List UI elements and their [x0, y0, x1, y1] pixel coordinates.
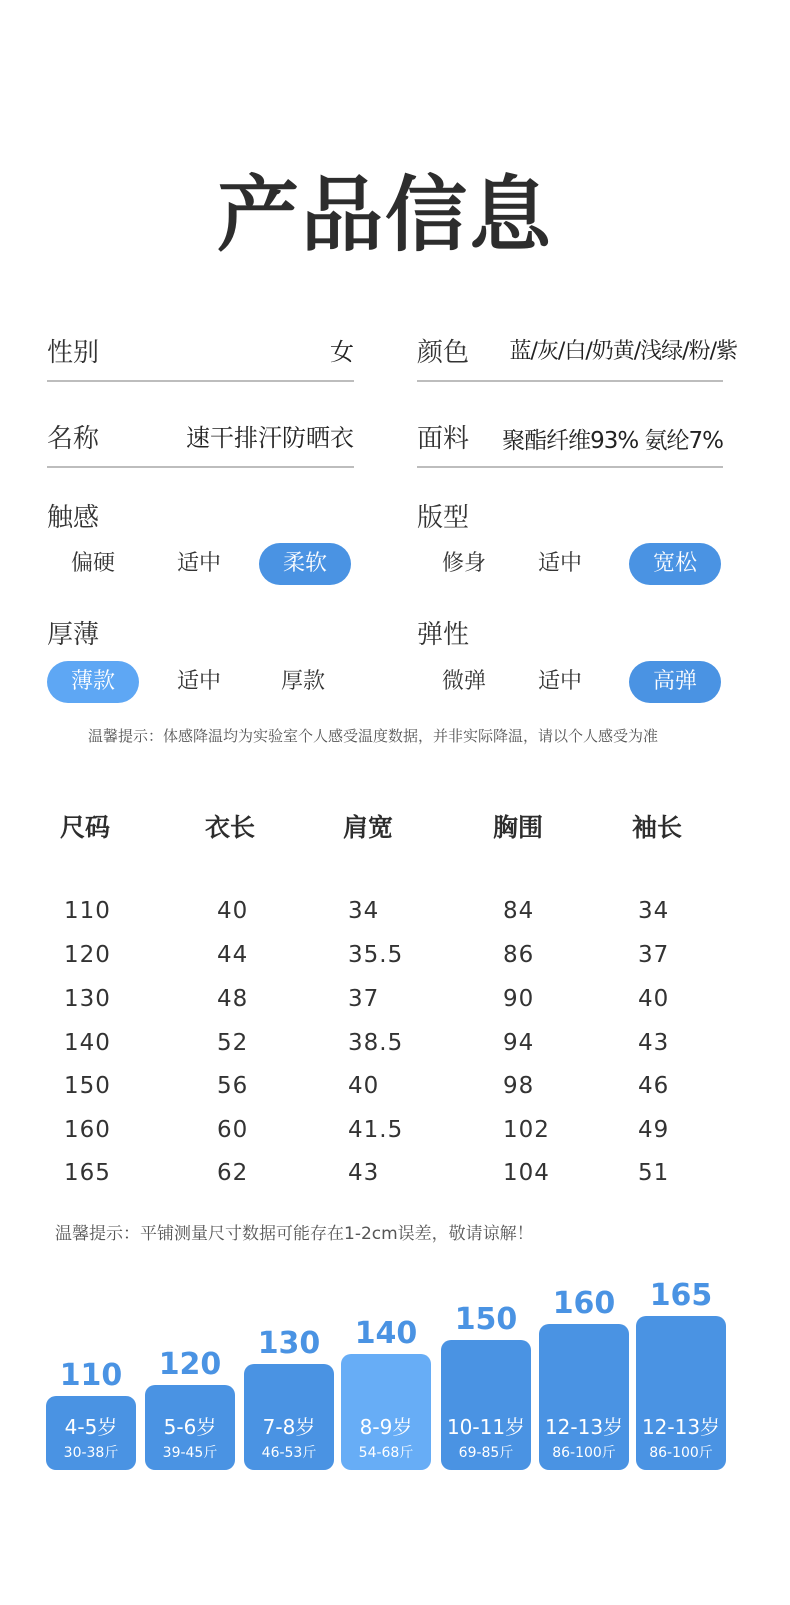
table-cell: 43	[348, 1160, 380, 1186]
size-guide-weight: 86-100斤	[649, 1445, 713, 1461]
size-guide-weight: 39-45斤	[162, 1445, 218, 1461]
size-guide-weight: 54-68斤	[358, 1445, 414, 1461]
size-guide-label: 165	[649, 1278, 713, 1313]
table-cell: 62	[217, 1160, 249, 1186]
table-cell: 84	[503, 898, 535, 924]
table-cell: 34	[638, 898, 670, 924]
elasticity-option-high-selected: 高弹	[629, 661, 721, 703]
table-cell: 104	[503, 1160, 550, 1186]
size-guide-bar	[636, 1316, 726, 1470]
touch-option-soft-selected: 柔软	[259, 543, 351, 585]
size-guide-bar	[244, 1364, 334, 1470]
table-cell: 48	[217, 986, 249, 1012]
touch-label: 触感	[47, 503, 100, 533]
thickness-label: 厚薄	[47, 620, 100, 650]
size-guide-bar	[539, 1324, 629, 1470]
table-cell: 102	[503, 1117, 550, 1143]
table-cell: 120	[64, 942, 111, 968]
fit-label: 版型	[417, 503, 470, 533]
name-label: 名称	[47, 424, 100, 454]
table-cell: 34	[348, 898, 380, 924]
size-guide-label: 110	[59, 1358, 123, 1393]
elasticity-label: 弹性	[417, 620, 470, 650]
touch-option-hard: 偏硬	[70, 551, 115, 576]
size-guide-age: 8-9岁	[359, 1415, 413, 1439]
cooling-tip: 温馨提示：体感降温均为实验室个人感受温度数据，并非实际降温，请以个人感受为准	[88, 727, 659, 745]
touch-option-medium: 适中	[176, 551, 221, 576]
size-guide-bar	[341, 1354, 431, 1470]
size-guide-bar	[145, 1385, 235, 1470]
gender-value: 女	[330, 338, 354, 366]
size-guide-label: 160	[552, 1286, 616, 1321]
table-cell: 130	[64, 986, 111, 1012]
fit-option-loose-selected: 宽松	[629, 543, 721, 585]
table-cell: 49	[638, 1117, 670, 1143]
fit-option-slim: 修身	[441, 551, 486, 576]
size-guide-weight: 30-38斤	[63, 1445, 119, 1461]
thickness-option-thin-selected: 薄款	[47, 661, 139, 703]
thickness-option-medium: 适中	[176, 669, 221, 694]
elasticity-option-slight: 微弹	[441, 669, 486, 694]
size-guide-age: 12-13岁	[641, 1415, 721, 1439]
table-cell: 51	[638, 1160, 670, 1186]
table-cell: 43	[638, 1030, 670, 1056]
size-table-header-length: 衣长	[205, 813, 256, 842]
table-cell: 35.5	[348, 942, 404, 968]
size-guide-label: 150	[454, 1302, 518, 1337]
table-cell: 40	[638, 986, 670, 1012]
table-cell: 37	[348, 986, 380, 1012]
table-cell: 52	[217, 1030, 249, 1056]
size-table-header-sleeve: 袖长	[632, 813, 683, 842]
table-cell: 40	[348, 1073, 380, 1099]
size-guide-age: 7-8岁	[262, 1415, 316, 1439]
table-cell: 38.5	[348, 1030, 404, 1056]
color-value: 蓝/灰/白/奶黄/浅绿/粉/紫	[509, 339, 737, 364]
size-guide-bar	[46, 1396, 136, 1470]
size-guide-label: 130	[257, 1326, 321, 1361]
table-cell: 110	[64, 898, 111, 924]
table-cell: 37	[638, 942, 670, 968]
table-cell: 160	[64, 1117, 111, 1143]
thickness-option-thick: 厚款	[280, 669, 325, 694]
size-table-header-chest: 胸围	[493, 813, 544, 842]
table-cell: 140	[64, 1030, 111, 1056]
name-value: 速干排汗防晒衣	[186, 424, 354, 452]
fabric-value: 聚酯纤维93% 氨纶7%	[502, 428, 723, 454]
table-cell: 46	[638, 1073, 670, 1099]
size-guide-age: 10-11岁	[446, 1415, 526, 1439]
table-cell: 98	[503, 1073, 535, 1099]
size-guide-weight: 86-100斤	[552, 1445, 616, 1461]
table-cell: 56	[217, 1073, 249, 1099]
size-guide-weight: 46-53斤	[261, 1445, 317, 1461]
page-title: 产品信息	[216, 168, 553, 263]
elasticity-option-medium: 适中	[537, 669, 582, 694]
table-cell: 41.5	[348, 1117, 404, 1143]
size-guide-label: 120	[158, 1347, 222, 1382]
info-row-gender	[47, 324, 354, 382]
table-cell: 90	[503, 986, 535, 1012]
size-table-header-shoulder: 肩宽	[343, 813, 394, 842]
table-cell: 150	[64, 1073, 111, 1099]
gender-label: 性别	[47, 338, 100, 368]
table-cell: 94	[503, 1030, 535, 1056]
size-table-header-size: 尺码	[60, 813, 111, 842]
fit-option-regular: 适中	[537, 551, 582, 576]
table-cell: 165	[64, 1160, 111, 1186]
measurement-tip: 温馨提示：平铺测量尺寸数据可能存在1-2cm误差，敬请谅解！	[55, 1224, 534, 1244]
size-guide-age: 5-6岁	[163, 1415, 217, 1439]
size-guide-age: 12-13岁	[544, 1415, 624, 1439]
table-cell: 86	[503, 942, 535, 968]
info-row-name	[47, 410, 354, 468]
table-cell: 40	[217, 898, 249, 924]
table-cell: 60	[217, 1117, 249, 1143]
size-guide-weight: 69-85斤	[458, 1445, 514, 1461]
size-guide-age: 4-5岁	[64, 1415, 118, 1439]
table-cell: 44	[217, 942, 249, 968]
size-guide-bar	[441, 1340, 531, 1470]
size-guide-label: 140	[354, 1316, 418, 1351]
fabric-label: 面料	[417, 424, 470, 454]
info-row-color	[417, 324, 737, 382]
color-label: 颜色	[417, 338, 470, 368]
info-row-fabric	[417, 410, 723, 468]
